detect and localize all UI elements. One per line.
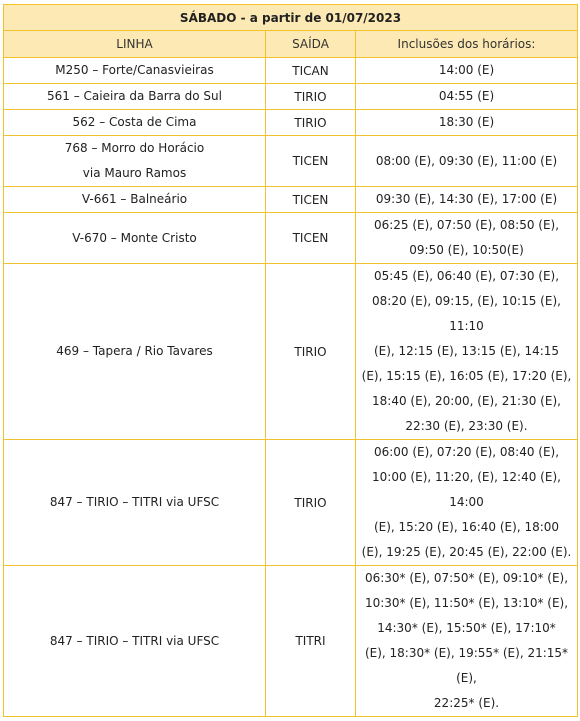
table-row <box>4 264 578 440</box>
table-row <box>4 566 578 717</box>
cell-linha <box>4 136 266 187</box>
table-body <box>4 58 578 717</box>
schedule-table <box>3 4 578 717</box>
cell-horarios <box>356 58 578 84</box>
cell-saida: TIRIO <box>266 84 356 110</box>
table-title: SÁBADO - a partir de 01/07/2023 <box>4 5 578 31</box>
horario-text: 10:00 (E), 11:20, (E), 12:40 (E), 14:00 <box>372 470 561 509</box>
cell-linha <box>4 264 266 440</box>
header-linha: LINHA <box>4 31 266 58</box>
linha-text: 847 – TIRIO – TITRI via UFSC <box>49 633 220 648</box>
cell-saida: TIRIO <box>266 110 356 136</box>
cell-horarios <box>356 213 578 264</box>
cell-saida: TICAN <box>266 58 356 84</box>
cell-horarios <box>356 566 578 717</box>
linha-text: 469 – Tapera / Rio Tavares <box>56 344 213 358</box>
cell-linha <box>4 84 266 110</box>
cell-saida: TIRIO <box>266 440 356 566</box>
cell-horarios <box>356 440 578 566</box>
horario-text: 18:40 (E), 20:00, (E), 21:30 (E), <box>372 394 561 408</box>
horario-text: (E), 18:30* (E), 19:55* (E), 21:15* (E), <box>364 646 569 685</box>
horario-text: 14:30* (E), 15:50* (E), 17:10* <box>377 621 556 635</box>
cell-saida: TICEN <box>266 136 356 187</box>
linha-text: 768 – Morro do Horácio <box>64 141 205 155</box>
cell-horarios <box>356 187 578 213</box>
horario-text: (E), 15:15 (E), 16:05 (E), 17:20 (E), <box>361 369 572 383</box>
horario-text: 10:30* (E), 11:50* (E), 13:10* (E), <box>364 596 569 610</box>
cell-linha <box>4 58 266 84</box>
horario-text: 09:50 (E), 10:50(E) <box>409 243 524 257</box>
horario-text: 14:00 (E) <box>438 63 495 77</box>
table-row <box>4 84 578 110</box>
cell-linha <box>4 440 266 566</box>
header-saida: SAÍDA <box>266 31 356 58</box>
linha-text: 562 – Costa de Cima <box>72 115 197 129</box>
cell-horarios <box>356 84 578 110</box>
cell-saida: TICEN <box>266 187 356 213</box>
linha-text: 847 – TIRIO – TITRI via UFSC <box>49 495 220 509</box>
horario-text: 18:30 (E) <box>438 115 495 129</box>
table-row <box>4 440 578 566</box>
linha-text: V-670 – Monte Cristo <box>72 230 197 245</box>
cell-horarios <box>356 110 578 136</box>
header-row <box>4 31 578 58</box>
cell-linha <box>4 187 266 213</box>
cell-horarios <box>356 136 578 187</box>
horario-text: (E), 15:20 (E), 16:40 (E), 18:00 <box>373 520 560 534</box>
cell-linha <box>4 213 266 264</box>
horario-text: (E), 19:25 (E), 20:45 (E), 22:00 (E). <box>361 545 572 559</box>
cell-saida: TIRIO <box>266 264 356 440</box>
header-horarios: Inclusões dos horários: <box>356 31 578 58</box>
horario-text: 06:25 (E), 07:50 (E), 08:50 (E), <box>373 218 560 232</box>
horario-text: (E), 12:15 (E), 13:15 (E), 14:15 <box>373 344 560 358</box>
title-row <box>4 5 578 31</box>
linha-text: V-661 – Balneário <box>81 192 188 206</box>
table-row <box>4 213 578 264</box>
linha-text: 561 – Caieira da Barra do Sul <box>47 89 222 103</box>
linha-text: via Mauro Ramos <box>82 166 187 180</box>
cell-saida: TITRI <box>266 566 356 717</box>
cell-horarios <box>356 264 578 440</box>
cell-linha <box>4 110 266 136</box>
table-row <box>4 187 578 213</box>
horario-text: 08:00 (E), 09:30 (E), 11:00 (E) <box>375 153 558 168</box>
table-row <box>4 110 578 136</box>
horario-text: 09:30 (E), 14:30 (E), 17:00 (E) <box>375 192 558 206</box>
cell-saida: TICEN <box>266 213 356 264</box>
horario-text: 06:30* (E), 07:50* (E), 09:10* (E), <box>364 571 569 585</box>
horario-text: 22:25* (E). <box>433 696 500 710</box>
horario-text: 04:55 (E) <box>438 89 495 103</box>
horario-text: 22:30 (E), 23:30 (E). <box>405 419 528 433</box>
horario-text: 06:00 (E), 07:20 (E), 08:40 (E), <box>373 445 560 459</box>
table-row <box>4 136 578 187</box>
table-row <box>4 58 578 84</box>
horario-text: 05:45 (E), 06:40 (E), 07:30 (E), <box>373 269 560 283</box>
horario-text: 08:20 (E), 09:15, (E), 10:15 (E), 11:10 <box>372 294 561 333</box>
linha-text: M250 – Forte/Canasvieiras <box>55 63 214 77</box>
cell-linha <box>4 566 266 717</box>
